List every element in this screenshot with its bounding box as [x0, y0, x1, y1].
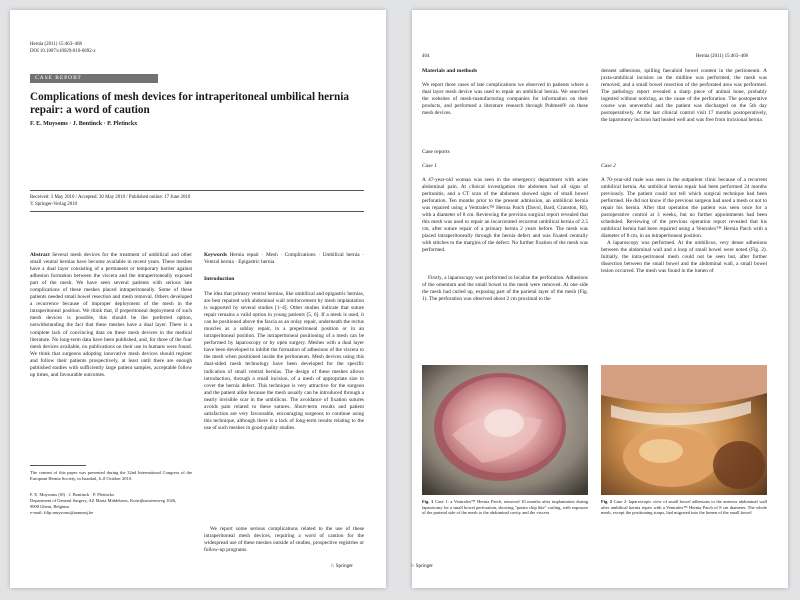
- journal-citation: Hernia (2011) 15:463–468: [696, 54, 748, 59]
- springer-logo-icon: ♘: [330, 564, 335, 569]
- received-dates: Received: 3 May 2010 / Accepted: 30 May 2010 / Published online: 17 June 2010: [30, 195, 191, 200]
- case1-heading: Case 1: [422, 163, 437, 169]
- figure2-label: Fig. 2: [601, 499, 613, 504]
- case-reports-heading: Case reports: [422, 149, 450, 155]
- introduction-text: The idea that primary ventral hernias, like umbilical and epigastric hernias, are best repaired with abdominal wall reinforcement by mesh implantation is supported by several studies [1–4]. Other studies indicate that suture repair remains a valid option in young patients [5, 6]. If a mesh is used, it can be positioned above the fascia as an onlay repair, underneath the rectus muscles as a sublay repair, in a preperitoneal position or in an intraperitoneal position. The intraperitoneal positioning of a mesh can be performed by laparoscopy or by open surgery. Meshes with a dual layer have been developed to inhibit the formation of adhesions of the viscera to the mesh when positioned inside the peritoneum. Mesh devices using this dual-sided mesh technology have been developed for the specific indication of small ventral hernias. The design of these meshes allows introduction, through a small incision, of a mesh of appropriate size to cover the hernia defect. This technique is very attractive for the surgeon and the patient alike because the mesh usually can be introduced through a nearly invisible scar in the umbilicus. The avoidance of fixation sutures avoids pain related to these sutures. Short-term results and patient satisfaction are very favourable, encouraging surgeons to continue using this technique, although there is a lack of long-term results relating to the use of such meshes in good quality studies.: [204, 291, 364, 431]
- figure2-photo: [601, 365, 767, 495]
- figure1-label: Fig. 1: [422, 499, 434, 504]
- case1-text-2: Firstly, a laparoscopy was performed to localise the perforation. Adhesions of the omentum and the small bowel to the mesh were removed. At one side the mesh had curled up, exposing part of the parietal layer of the mesh (Fig. 1). The perforation was observed about 2 cm proximal to the: [422, 275, 588, 303]
- case2-heading: Case 2: [601, 163, 616, 169]
- springer-logo-icon: ♘: [410, 564, 415, 569]
- authors: F. E. Muysoms · J. Bontinck · P. Pletinckx: [30, 121, 138, 127]
- figure1-photo: [422, 365, 588, 495]
- article-type: CASE REPORT: [35, 75, 82, 81]
- page-number: 464: [422, 54, 430, 59]
- publisher-mark: [330, 563, 353, 570]
- methods-heading: Materials and methods: [422, 68, 478, 74]
- keywords: [204, 252, 364, 266]
- case1-continued-text: densest adhesions, spilling faecaloid bowel content in the peritoneum. A juxta-umbilical incision on the midline was performed, the mesh was removed, and a small bowel resection of the perforated area was performed. The pathology report revealed a sharp piece of animal bone, probably ingested without noticing, as the cause of the perforation. The postoperative course was uneventful and the patient was discharged on the 5th day postoperatively. At the last clinical control visit 17 months postoperatively, the laparotomy incision had healed well and was free from incisional hernia.: [601, 68, 767, 124]
- page-left: [10, 10, 386, 588]
- figure2-caption: [601, 499, 767, 516]
- doi: DOI 10.1007/s10029-010-0692-x: [30, 49, 96, 54]
- page-right: [412, 10, 788, 588]
- footnote: The content of this paper was presented during the 32nd International Congress of the European Hernia Society, in Istanbul, 6–8 October 2010.: [30, 470, 192, 481]
- keywords-text: Hernia repair · Mesh · Complications · Umbilical hernia · Ventral hernia · Epigastric hernia: [204, 252, 364, 266]
- abstract: [30, 252, 192, 379]
- divider: [30, 211, 364, 212]
- affiliation-email: e-mail: filip.muysoms@azmmsj.be: [30, 510, 94, 515]
- abstract-label: Abstract: [30, 252, 50, 258]
- publisher-name: Springer: [335, 564, 353, 569]
- article-title: Complications of mesh devices for intraperitoneal umbilical hernia repair: a word of caution: [30, 91, 349, 116]
- journal-citation: Hernia (2011) 15:463–468: [30, 42, 82, 47]
- footnote-rule: [30, 465, 86, 466]
- publisher-name: Springer: [415, 564, 433, 569]
- keywords-label: Keywords: [204, 252, 227, 258]
- figure2-caption-text: Case 2: laparoscopic view of small bowel adhesions to the anterior abdominal wall after umbilical hernia repair with a Ventralex™ Hernia Patch of 8 cm diameter. The whole mesh, except the positioning straps, had migrated into the lumen of the small bowel: [601, 499, 768, 516]
- publisher-mark: [410, 563, 433, 570]
- introduction-text-2: We report some serious complications related to the use of these intraperitoneal mesh devices, requiring a word of caution for the widespread use of these meshes outside of studies, prospective registries or follow-up programs.: [204, 526, 364, 554]
- case2-text: A 70-year-old male was seen in the outpatient clinic because of a recurrent umbilical hernia. An umbilical hernia repair had been performed 24 months previously. The patient could not tell which surgical technique had been performed. He did not know if the previous surgeon had used a mesh or not to repair his hernia. After that operation the patient was seen once for a postoperative control at 3 weeks, but no further appointments had been scheduled. Reviewing of the previous operation report revealed that his umbilical hernia had been repaired using a Ventralex™ Hernia Patch with a diameter of 8 cm, in an intraperitoneal position.: [601, 177, 767, 240]
- figure1-caption-text: Case 1: a Ventralex™ Hernia Patch, removed 10 months after implantation during laparotomy for a small bowel perforation, showing "potato chip like" curling, with exposure of the parietal side of the mesh to the abdominal cavity and the viscera: [422, 499, 589, 516]
- case1-text: A 47-year-old woman was seen in the emergency department with acute abdominal pain. At clinical investigation the abdomen had all signs of peritonitis, and a CT scan of the abdomen showed signs of small bowel perforation. Ten months prior to the present admission, an umbilical hernia was repaired using a Ventralex™ Hernia Patch (Davol, Bard, Cranston, RI), with a diameter of 8 cm. Reviewing the previous surgical report revealed that this mesh was used to repair an incarcerated recurrent umbilical hernia of 2.5 cm, after suture repair of a primary hernia 2 years before. The mesh was placed intraperitoneally through the hernia defect and was fixated centrally with stitches to the margins of the defect. No further fixation of the mesh was performed.: [422, 177, 588, 254]
- affiliation-authors: F. E. Muysoms (✉) · J. Bontinck · P. Pletinckx: [30, 492, 115, 497]
- affiliation-address: Department of General Surgery, AZ Maria Middelares, Kortrijksesteenweg 1026, 9000 Ghent, Belgium: [30, 498, 177, 509]
- copyright: © Springer-Verlag 2010: [30, 202, 78, 207]
- figure1-caption: [422, 499, 588, 516]
- removed-mesh-photo-icon: [422, 365, 588, 495]
- methods-text: We report three cases of late complications we observed in patients where a dual layer mesh device was used to repair an umbilical hernia. We searched the websites of mesh-manufacturing companies for information on their products, and performed a literature research through Pubmed® on these mesh devices.: [422, 82, 588, 117]
- divider: [30, 190, 364, 191]
- laparoscopic-view-photo-icon: [601, 365, 767, 495]
- abstract-text: Several mesh devices for the treatment of umbilical and other small ventral hernias have become available in recent years. These meshes have a dual layer consisting of a permanent or temporary barrier against adhesion formation between the viscera and the intraperitoneally exposed part of the mesh. We have seen several patients with serious late complications of these meshes placed intraperitoneally. Some of these patients needed small bowel resection and mesh removal. Others developed a recurrence because of improper deployment of the mesh in the intraperitoneal position. We think that, if preperitoneal deployment of such mesh devices is possible, this should be the preferred option, notwithstanding the fact that these meshes have a dual layer. There is a complete lack of convincing data on these mesh devices in the medical literature. No long-term data have been published, and, for three of the four mesh devices available, no publications on their use in humans were found. We think that surgeons adopting innovative mesh devices should register and follow their patients prospectively, at least until there are enough published studies with sufficiently large patient samples, acceptable follow up times, and favourable outcomes.: [30, 252, 192, 378]
- introduction-heading: Introduction: [204, 276, 235, 282]
- case2-text-2: A laparoscopy was performed. At the umbilicus, very dense adhesions between the abdominal wall and a loop of small bowel were noted (Fig. 2). Initially, the intra-peritoneal mesh could not be seen but, after further dissection between the small bowel and the abdominal wall, a small bowel lesion occurred. The mesh was found in the lumen of: [601, 240, 767, 275]
